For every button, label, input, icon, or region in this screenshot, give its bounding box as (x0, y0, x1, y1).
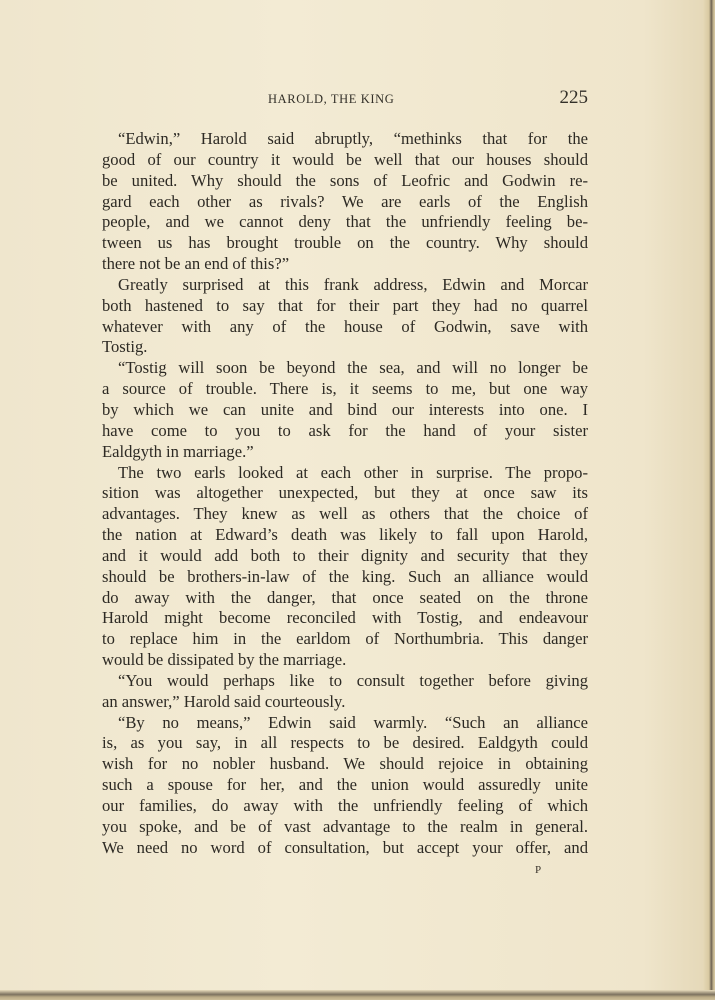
page-edge-bottom (0, 990, 715, 1000)
text-line: our families, do away with the unfriendly feeling of which (102, 796, 588, 815)
text-line: We need no word of consultation, but accept your offer, and (102, 837, 588, 857)
text-line: “By no means,” Edwin said warmly. “Such an alliance (118, 712, 588, 732)
text-line: wish for no nobler husband. We should rejoice in obtaining (102, 754, 588, 774)
text-line: advantages. They knew as well as others that the choice of (102, 504, 588, 524)
text-line: Ealdgyth in marriage.” (102, 441, 254, 461)
text-line: gard each other as rivals? We are earls of the English (102, 191, 588, 211)
text-line: “Edwin,” Harold said abruptly, “methinks that for the (118, 129, 588, 148)
text-line: do away with the danger, that once seated on the throne (102, 587, 588, 607)
text-line: would be dissipated by the marriage. (102, 650, 347, 670)
text-line: you spoke, and be of vast advantage to the realm in general. (102, 816, 588, 836)
text-line: such a spouse for her, and the union would assuredly unite (102, 775, 588, 795)
text-line: is, as you say, in all respects to be desired. Ealdgyth could (102, 733, 588, 753)
text-line: and it would add both to their dignity and security that they (102, 545, 588, 565)
page-number: 225 (559, 87, 588, 108)
body-text (102, 129, 588, 859)
running-title: HAROLD, THE KING (268, 92, 395, 106)
text-line: Greatly surprised at this frank address, Edwin and Morcar (118, 274, 588, 294)
page-edge-right (703, 0, 715, 1000)
text-line: should be brothers-in-law of the king. Such an alliance would (102, 566, 588, 586)
text-line: both hastened to say that for their part they had no quarrel (102, 295, 588, 315)
text-line: have come to you to ask for the hand of your sister (102, 420, 588, 440)
text-line: Harold might become reconciled with Tostig, and endeavour (102, 608, 588, 628)
text-line: tween us has brought trouble on the country. Why should (102, 233, 588, 253)
text-line: the nation at Edward’s death was likely to fall upon Harold, (102, 525, 588, 545)
text-line: sition was altogether unexpected, but they at once saw its (102, 483, 588, 503)
text-line: to replace him in the earldom of Northumbria. This danger (102, 629, 588, 649)
text-line: whatever with any of the house of Godwin, save with (102, 316, 588, 336)
text-line: a source of trouble. There is, it seems to me, but one way (102, 379, 588, 399)
text-line: people, and we cannot deny that the unfriendly feeling be- (102, 212, 588, 232)
text-line: The two earls looked at each other in surprise. The propo- (118, 462, 588, 482)
text-line: be united. Why should the sons of Leofric and Godwin re- (102, 170, 588, 190)
text-line: “Tostig will soon be beyond the sea, and will no longer be (118, 358, 588, 378)
text-line: by which we can unite and bind our interests into one. I (102, 399, 588, 419)
text-line: there not be an end of this?” (102, 254, 290, 274)
text-line: “You would perhaps like to consult together before giving (118, 670, 588, 690)
text-line: Tostig. (102, 337, 148, 357)
text-line: good of our country it would be well that our houses should (102, 149, 588, 169)
running-head (102, 87, 588, 112)
text-line: an answer,” Harold said courteously. (102, 691, 346, 711)
signature-mark: P (535, 864, 542, 876)
